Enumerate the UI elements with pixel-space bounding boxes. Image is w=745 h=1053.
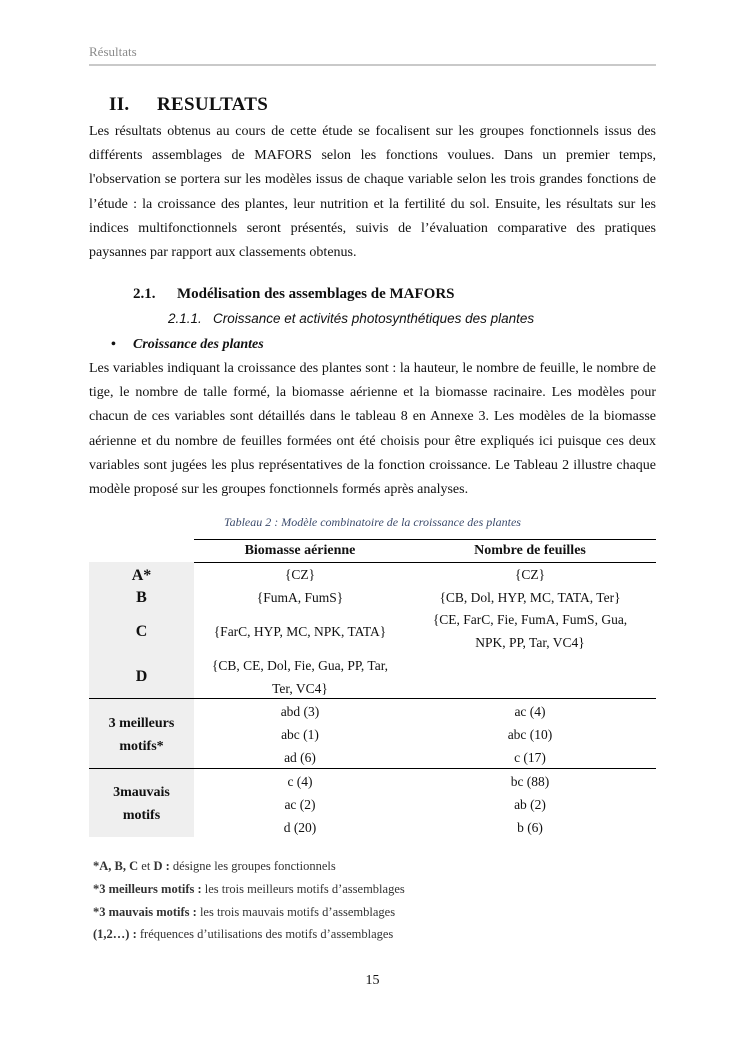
- bullet-symbol: •: [111, 337, 116, 352]
- worst-biomasse-2: ac (2): [284, 797, 316, 812]
- worst-feuilles-1: bc (88): [510, 774, 550, 789]
- best-feuilles-3: c (17): [514, 750, 546, 765]
- worst-biomasse-1: c (4): [287, 774, 313, 789]
- subsubsection-number: 2.1.1.: [168, 311, 202, 326]
- group-b-biomasse: {FumA, FumS}: [256, 590, 344, 605]
- best-biomasse-2: abc (1): [281, 727, 319, 742]
- note-groups-text: désigne les groupes fonctionnels: [169, 859, 336, 873]
- group-b-feuilles: {CB, Dol, HYP, MC, TATA, Ter}: [439, 590, 621, 605]
- group-label-d: D: [135, 668, 148, 685]
- best-biomasse-3: ad (6): [284, 750, 316, 765]
- header-feuilles: Nombre de feuilles: [474, 543, 586, 558]
- note-frequency-text: fréquences d’utilisations des motifs d’assemblages: [136, 927, 394, 942]
- group-label-c: C: [135, 623, 148, 640]
- note-frequency: [93, 923, 405, 946]
- page-number: 15: [365, 973, 380, 988]
- note-groups: [93, 855, 405, 878]
- note-worst: [93, 901, 405, 924]
- header-biomasse: Biomasse aérienne: [244, 543, 356, 558]
- note-best: [93, 878, 405, 901]
- subsection-title: Modélisation des assemblages de MAFORS: [177, 286, 455, 302]
- note-groups-mid: et: [138, 859, 154, 873]
- subsubsection-heading: [168, 311, 534, 326]
- group-d-biomasse-line1: {CB, CE, Dol, Fie, Gua, PP, Tar,: [211, 658, 389, 673]
- note-groups-key2: D :: [153, 859, 170, 873]
- group-c-feuilles-line1: {CE, FarC, Fie, FumA, FumS, Gua,: [432, 612, 628, 627]
- note-groups-key: *A, B, C: [93, 859, 139, 873]
- intro-paragraph: Les résultats obtenus au cours de cette étude se focalisent sur les groupes fonctionnels issus des différents assemblages de MAFORS selon les fonctions voulues. Dans un premier temps, l'observation se portera sur les modèles issus de chaque variable selon les trois grandes fonctions de l’étude : la croissance des plantes, leur nutrition et la fertilité du sol. Ensuite, les résultats sur les indices multifonctionnels seront présentés, suivis de l’évaluation comparative des pratiques paysannes par rapport aux classements obtenus.: [89, 124, 656, 261]
- growth-paragraph: Les variables indiquant la croissance des plantes sont : la hauteur, le nombre de feuille, le nombre de tige, le nombre de talle formé, la biomasse aérienne et la biomasse racinaire. Les modèles pour chacun de ces variables sont détaillés dans le tableau 8 en Annexe 3. Les modèles de la biomasse aérienne et du nombre de feuilles formées ont été choisis pour être expliqués ici puisque ces deux variables sont jugées les plus représentatives de la fonction croissance. Le Tableau 2 illustre chaque modèle proposé sur les groupes fonctionnels formés après analyses.: [89, 361, 656, 498]
- note-best-text: les trois meilleurs motifs d’assemblages: [201, 881, 405, 896]
- group-label-a: A*: [131, 567, 152, 584]
- section-heading: [109, 94, 268, 116]
- bullet-item: [111, 337, 264, 353]
- worst-motifs-label-line2: motifs: [122, 808, 161, 823]
- note-worst-key: *3 mauvais motifs :: [93, 904, 197, 919]
- table-notes: [93, 855, 405, 946]
- worst-feuilles-3: b (6): [517, 820, 543, 835]
- group-d-biomasse-line2: Ter, VC4}: [272, 681, 328, 696]
- subsubsection-title: Croissance et activités photosynthétiques des plantes: [213, 311, 535, 326]
- best-feuilles-2: abc (10): [507, 727, 553, 742]
- group-a-biomasse: {CZ}: [284, 567, 316, 582]
- bullet-text: Croissance des plantes: [133, 337, 264, 352]
- group-label-b: B: [136, 589, 147, 606]
- best-feuilles-1: ac (4): [514, 704, 546, 719]
- section-number: II.: [109, 94, 130, 115]
- note-best-key: *3 meilleurs motifs :: [93, 881, 202, 896]
- worst-motifs-label-line1: 3mauvais: [113, 785, 170, 800]
- group-c-feuilles-line2: NPK, PP, Tar, VC4}: [475, 635, 585, 650]
- section-title: RESULTATS: [157, 94, 269, 115]
- running-head: Résultats: [89, 44, 137, 59]
- subsection-heading: [133, 286, 455, 303]
- best-motifs-label-line2: motifs*: [119, 739, 164, 754]
- note-frequency-key: (1,2…) :: [93, 927, 137, 942]
- note-worst-text: les trois mauvais motifs d’assemblages: [196, 904, 396, 919]
- group-a-feuilles: {CZ}: [514, 567, 546, 582]
- worst-feuilles-2: ab (2): [514, 797, 546, 812]
- table-caption: Tableau 2 : Modèle combinatoire de la croissance des plantes: [224, 515, 521, 529]
- group-c-biomasse: {FarC, HYP, MC, NPK, TATA}: [213, 624, 387, 639]
- best-motifs-label-line1: 3 meilleurs: [108, 716, 175, 731]
- worst-biomasse-3: d (20): [283, 820, 317, 835]
- best-biomasse-1: abd (3): [280, 704, 320, 719]
- header-rule: [89, 64, 656, 66]
- subsection-number: 2.1.: [133, 286, 156, 302]
